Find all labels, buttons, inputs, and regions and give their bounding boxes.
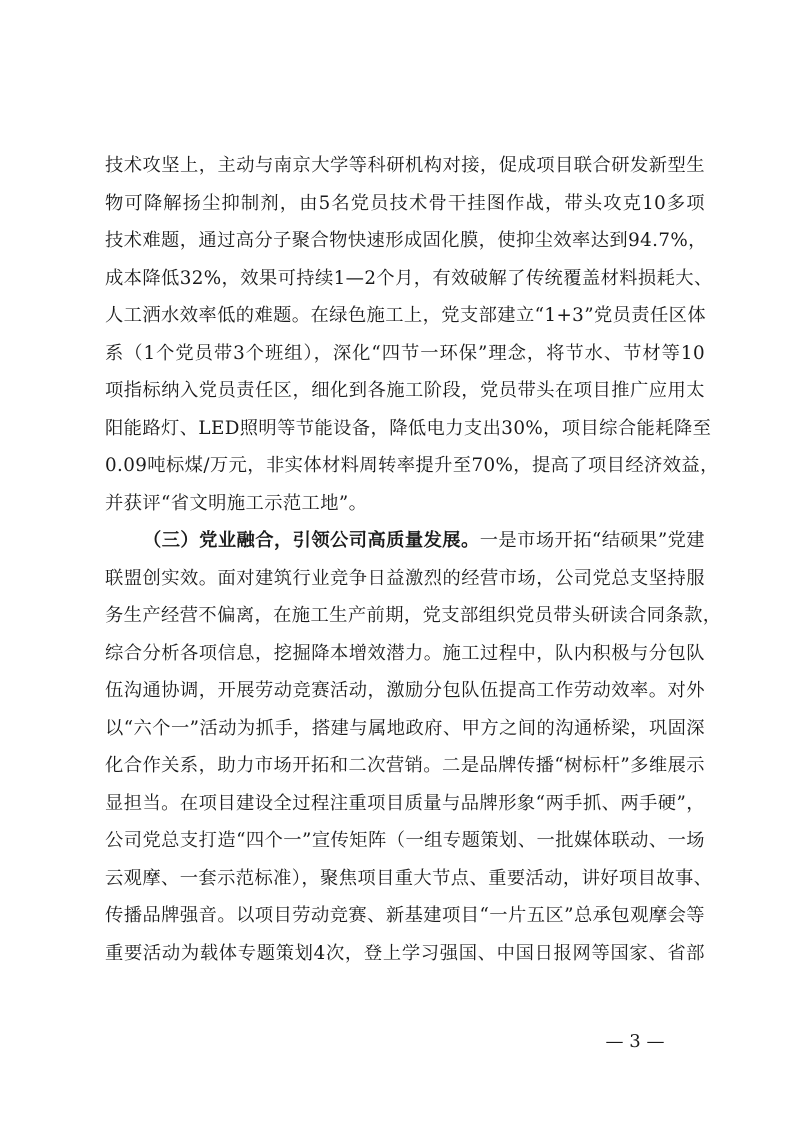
text-line: 0.09吨标煤/万元，非实体材料周转率提升至70%，提高了项目经济效益，: [105, 455, 719, 476]
text-line: 综合分析各项信息，挖掘降本增效潜力。施工过程中，队内积极与分包队: [105, 642, 705, 664]
text-line: 务生产经营不偏离，在施工生产前期，党支部组织党员带头研读合同条款，: [105, 605, 722, 626]
page-number: — 3 —: [605, 1031, 665, 1052]
text-line: 伍沟通协调，开展劳动竞赛活动，激励分包队伍提高工作劳动效率。对外: [105, 680, 705, 701]
text-line: 以“六个一”活动为抓手，搭建与属地政府、甲方之间的沟通桥梁，巩固深: [105, 717, 705, 739]
text-line: 显担当。在项目建设全过程注重项目质量与品牌形象“两手抓、两手硬”，: [105, 792, 705, 814]
text-line: 公司党总支打造“四个一”宣传矩阵（一组专题策划、一批媒体联动、一场: [105, 830, 705, 851]
section-heading: （三）党业融合，引领公司高质量发展。: [143, 530, 480, 551]
text-line: 成本降低32%，效果可持续1—2个月，有效破解了传统覆盖材料损耗大、: [105, 267, 713, 289]
text-line: 项指标纳入党员责任区，细化到各施工阶段，党员带头在项目推广应用太: [105, 380, 705, 401]
text-line: 化合作关系，助力市场开拓和二次营销。二是品牌传播“树标杆”多维展示: [105, 755, 705, 776]
text-line: 物可降解扬尘抑制剂，由5名党员技术骨干挂图作战，带头攻克10多项: [105, 192, 705, 214]
section-first-line-rest: 一是市场开拓“结硕果”党建: [479, 530, 705, 551]
text-line: 阳能路灯、LED照明等节能设备，降低电力支出30%，项目综合能耗降至: [105, 417, 712, 439]
text-line: 联盟创实效。面对建筑行业竞争日益激烈的经营市场，公司党总支坚持服: [105, 567, 705, 589]
text-line: 技术攻坚上，主动与南京大学等科研机构对接，促成项目联合研发新型生: [105, 155, 705, 176]
text-line: 并获评“省文明施工示范工地”。: [105, 492, 368, 514]
text-line: 云观摩、一套示范标准），聚焦项目重大节点、重要活动，讲好项目故事、: [105, 867, 713, 889]
text-line: 重要活动为载体专题策划4次，登上学习强国、中国日报网等国家、省部: [105, 942, 705, 964]
text-line: 人工洒水效率低的难题。在绿色施工上，党支部建立“1+3”党员责任区体: [105, 305, 707, 326]
text-line: 传播品牌强音。以项目劳动竞赛、新基建项目“一片五区”总承包观摩会等: [105, 905, 705, 926]
section-first-line: [143, 525, 705, 556]
text-line: 技术难题，通过高分子聚合物快速形成固化膜，使抑尘效率达到94.7%，: [105, 230, 707, 251]
text-line: 系（1个党员带3个班组），深化“四节一环保”理念，将节水、节材等10: [105, 342, 705, 364]
